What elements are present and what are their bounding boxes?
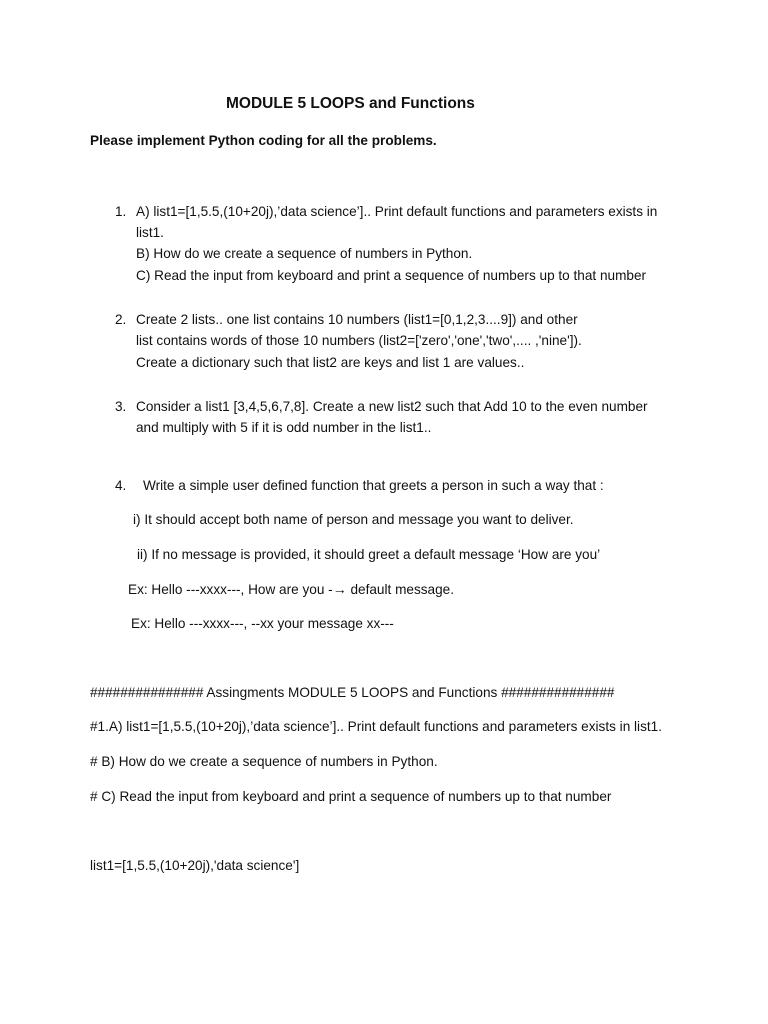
- problem-4-example-2: Ex: Hello ---xxxx---, --xx your message xx---: [131, 616, 394, 631]
- problem-2-line-3: Create a dictionary such that list2 are keys and list 1 are values..: [136, 355, 525, 370]
- problem-2-number: 2.: [115, 312, 127, 327]
- problem-4-example-1: [128, 580, 454, 599]
- problem-4-sub-item-ii: ii) If no message is provided, it should greet a default message ‘How are you’: [137, 547, 601, 562]
- problem-1-line-2: list1.: [136, 225, 164, 240]
- problem-2-line-1: Create 2 lists.. one list contains 10 numbers (list1=[0,1,2,3....9]) and other: [136, 312, 578, 327]
- example-1-text-before: Ex: Hello ---xxxx---, How are you -: [128, 582, 333, 597]
- problem-1-line-1: A) list1=[1,5.5,(10+20j),’data science’].. Print default functions and parameters exists in: [136, 204, 658, 219]
- problem-1-line-4: C) Read the input from keyboard and print a sequence of numbers up to that number: [136, 268, 647, 283]
- document-title: MODULE 5 LOOPS and Functions: [226, 95, 475, 112]
- example-1-text-after: default message.: [346, 582, 455, 597]
- problem-4-number: 4.: [115, 478, 127, 493]
- problem-3-number: 3.: [115, 399, 127, 414]
- arrow-right-icon: →: [332, 581, 347, 597]
- intro-text: Please implement Python coding for all the problems.: [90, 133, 437, 148]
- assignment-comment-1: #1.A) list1=[1,5.5,(10+20j),’data science’].. Print default functions and parameters exists in list1.: [90, 719, 662, 734]
- problem-3-line-1: Consider a list1 [3,4,5,6,7,8]. Create a new list2 such that Add 10 to the even number: [136, 399, 648, 414]
- assignment-comment-3: # C) Read the input from keyboard and print a sequence of numbers up to that number: [90, 789, 612, 804]
- problem-4-line-1: Write a simple user defined function that greets a person in such a way that :: [143, 478, 604, 493]
- problem-1-number: 1.: [115, 204, 127, 219]
- problem-2-line-2: list contains words of those 10 numbers (list2=['zero','one','two',.... ,'nine']).: [136, 333, 582, 348]
- assignment-comment-2: # B) How do we create a sequence of numbers in Python.: [90, 754, 438, 769]
- assignment-code-line: list1=[1,5.5,(10+20j),'data science']: [90, 858, 300, 873]
- problem-1-line-3: B) How do we create a sequence of numbers in Python.: [136, 246, 473, 261]
- problem-4-sub-item-i: i) It should accept both name of person and message you want to deliver.: [133, 512, 574, 527]
- problem-3-line-2: and multiply with 5 if it is odd number in the list1..: [136, 420, 432, 435]
- assignment-header: ############### Assingments MODULE 5 LOOPS and Functions ###############: [90, 685, 615, 700]
